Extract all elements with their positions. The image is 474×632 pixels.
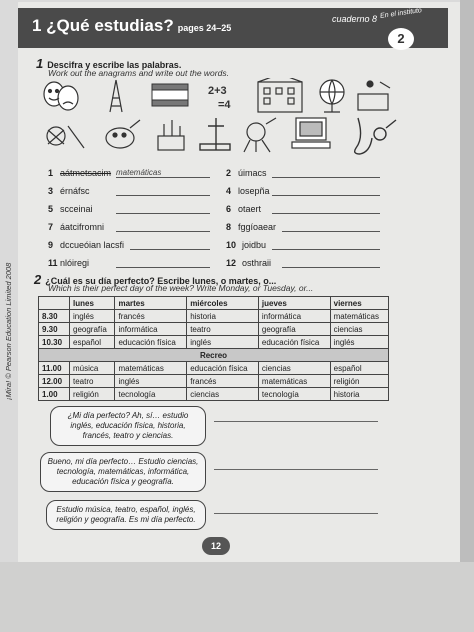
table-row: 9.30 geografía informática teatro geografía ciencias bbox=[39, 323, 389, 336]
anagram-item-6: 6 otaert bbox=[226, 204, 261, 214]
saxophone-icon bbox=[355, 118, 396, 154]
science-icon bbox=[158, 120, 184, 150]
cross-icon bbox=[200, 118, 230, 150]
timetable-header-row: lunes martes miércoles jueves viernes bbox=[39, 297, 389, 310]
answer-line[interactable] bbox=[272, 169, 380, 178]
unit-number-badge: 2 bbox=[388, 28, 414, 50]
page-reference: pages 24–25 bbox=[177, 23, 232, 33]
anagram-item-3: 3 érnáfsc bbox=[48, 186, 90, 196]
anagram-item-9: 9 dccueóian lacsfi bbox=[48, 240, 124, 250]
anagram-item-4: 4 losepña bbox=[226, 186, 270, 196]
answer-line[interactable] bbox=[272, 205, 380, 214]
answer-line[interactable] bbox=[214, 512, 378, 514]
answer-line[interactable] bbox=[116, 223, 210, 232]
eiffel-tower-icon bbox=[110, 80, 122, 112]
sports-icon bbox=[47, 126, 84, 148]
table-row: 8.30 inglés francés historia informática matemáticas bbox=[39, 310, 389, 323]
table-row: 10.30 español educación física inglés educación física inglés bbox=[39, 336, 389, 349]
header-bar bbox=[18, 8, 448, 48]
spanish-flag-icon bbox=[152, 84, 188, 106]
table-row: 11.00 música matemáticas educación física ciencias español bbox=[39, 362, 389, 375]
anagram-item-8: 8 fggíoaear bbox=[226, 222, 276, 232]
answer-line[interactable] bbox=[282, 223, 380, 232]
anagram-item-7: 7 áatcifromni bbox=[48, 222, 104, 232]
music-icon bbox=[358, 81, 390, 110]
copyright-text: ¡Mira! © Pearson Education Limited 2008 bbox=[4, 262, 13, 400]
anagram-item-2: 2 úimacs bbox=[226, 168, 267, 178]
answer-line[interactable] bbox=[116, 259, 210, 268]
svg-text:=4: =4 bbox=[218, 99, 231, 111]
answer-line[interactable] bbox=[272, 241, 380, 250]
speech-bubble-3: Estudio música, teatro, español, inglés, religión y geografía. Es mi día perfecto. bbox=[46, 500, 206, 530]
math-numbers-icon bbox=[208, 85, 231, 111]
page-edge-shadow bbox=[460, 0, 474, 632]
section1-number: 1 bbox=[36, 56, 44, 71]
table-row: 1.00 religión tecnología ciencias tecnología historia bbox=[39, 388, 389, 401]
answer-line[interactable] bbox=[116, 205, 210, 214]
answer-line[interactable] bbox=[214, 420, 378, 422]
table-row: 12.00 teatro inglés francés matemáticas religión bbox=[39, 375, 389, 388]
answer-line[interactable] bbox=[214, 468, 378, 470]
anagram-item-1: 1 aátmetsacim matemáticas bbox=[48, 168, 111, 178]
unit-arc-label: En el instituto bbox=[379, 7, 423, 20]
section1-title: 1 Descifra y escribe las palabras. bbox=[36, 56, 182, 71]
building-icon bbox=[258, 78, 302, 112]
speech-bubble-1: ¿Mi día perfecto? Ah, sí… estudio inglés, educación física, historia, francés, teatro y ciencias. bbox=[50, 406, 206, 446]
recreo-row: Recreo bbox=[39, 349, 389, 362]
bottom-shadow bbox=[0, 562, 474, 632]
answer-line[interactable] bbox=[130, 241, 210, 250]
anagram-item-11: 11 nlóiregi bbox=[48, 258, 89, 268]
anagram-item-10: 10 joidbu bbox=[226, 240, 266, 250]
page-title: 1 ¿Qué estudias? pages 24–25 bbox=[32, 16, 232, 35]
timetable bbox=[38, 296, 389, 401]
theatre-masks-icon bbox=[44, 82, 78, 110]
svg-text:2+3: 2+3 bbox=[208, 85, 227, 97]
anagram-item-12: 12 osthraii bbox=[226, 258, 271, 268]
answer-line[interactable] bbox=[272, 187, 380, 196]
section2-number: 2 bbox=[34, 272, 42, 287]
answer-line[interactable] bbox=[282, 259, 380, 268]
computer-icon bbox=[292, 118, 330, 148]
speech-bubble-2: Bueno, mi día perfecto… Estudio ciencias, tecnología, matemáticas, informática, educación física y geografía. bbox=[40, 452, 206, 492]
answer-line[interactable] bbox=[116, 187, 210, 196]
anagram-item-5: 5 scceinai bbox=[48, 204, 93, 214]
globe-icon bbox=[320, 80, 344, 112]
section1-subtitle: Work out the anagrams and write out the words. bbox=[48, 68, 229, 78]
section2-title: 2 ¿Cuál es su día perfecto? Escribe lunes, o martes, o... bbox=[34, 272, 277, 287]
city-icon bbox=[244, 118, 276, 152]
pictures-area bbox=[40, 78, 420, 158]
page-number: 12 bbox=[202, 537, 230, 555]
section2-subtitle: Which is their perfect day of the week? Write Monday, or Tuesday, or... bbox=[48, 283, 314, 293]
painting-icon bbox=[106, 120, 140, 148]
cuaderno-label: cuaderno 8 bbox=[332, 14, 378, 24]
